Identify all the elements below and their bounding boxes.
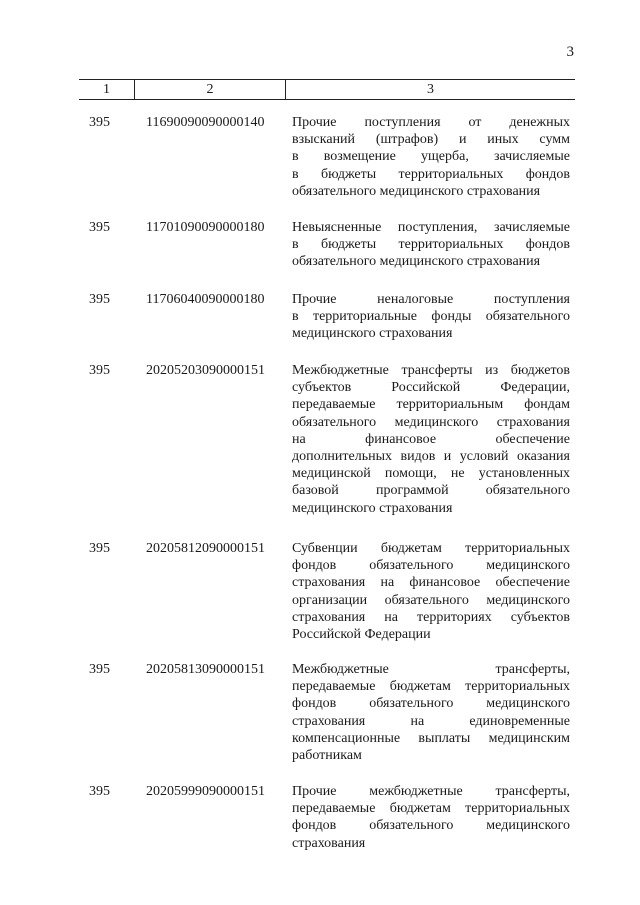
admin-code-cell: 395 [89, 541, 110, 556]
description-cell [292, 114, 570, 200]
description-cell [292, 362, 570, 517]
revenue-codes-table [79, 79, 575, 100]
description-line: обязательного медицинского страхования [292, 414, 570, 430]
description-line: Невыясненные поступления, зачисляемые [292, 220, 570, 235]
description-line: в бюджеты территориальных фондов [292, 166, 570, 182]
description-line: фондов обязательного медицинского [292, 818, 570, 834]
description-line: компенсационные выплаты медицинским [292, 730, 570, 746]
description-line: Субвенции бюджетам территориальных [292, 541, 570, 556]
header-col-1: 1 [103, 82, 110, 97]
revenue-code-cell: 11690090090000140 [146, 115, 265, 130]
description-line: передаваемые территориальным фондам [292, 397, 570, 413]
revenue-code-cell: 11701090090000180 [146, 220, 265, 235]
description-line: в бюджеты территориальных фондов [292, 237, 570, 253]
description-cell [292, 291, 570, 343]
description-line: Прочие межбюджетные трансферты, [292, 784, 570, 799]
admin-code-cell: 395 [89, 662, 110, 677]
admin-code-cell: 395 [89, 363, 110, 378]
description-line: Прочие поступления от денежных [292, 115, 570, 130]
description-line: фондов обязательного медицинского [292, 696, 570, 712]
description-line: медицинского страхования [292, 500, 453, 516]
revenue-code-cell: 20205999090000151 [146, 784, 265, 799]
admin-code-cell: 395 [89, 784, 110, 799]
description-line: фондов обязательного медицинского [292, 558, 570, 574]
description-line: дополнительных видов и условий оказания [292, 449, 570, 465]
admin-code-cell: 395 [89, 220, 110, 235]
description-cell [292, 783, 570, 852]
description-line: передаваемые бюджетам территориальных [292, 679, 570, 695]
description-line: передаваемые бюджетам территориальных [292, 801, 570, 817]
description-cell [292, 540, 570, 643]
description-line: страхования на единовременные [292, 713, 570, 729]
description-cell [292, 661, 570, 764]
description-line: Межбюджетные трансферты из бюджетов [292, 363, 570, 378]
description-line: Прочие неналоговые поступления [292, 292, 570, 307]
description-line: обязательного медицинского страхования [292, 183, 541, 199]
description-line: субъектов Российской Федерации, [292, 380, 570, 396]
revenue-code-cell: 20205813090000151 [146, 662, 265, 677]
header-col-3: 3 [285, 80, 575, 99]
description-line: в возмещение ущерба, зачисляемые [292, 149, 570, 165]
description-line: страхования [292, 835, 366, 851]
description-line: взысканий (штрафов) и иных сумм [292, 132, 570, 148]
description-cell [292, 219, 570, 271]
header-col-2: 2 [134, 80, 285, 99]
description-line: базовой программой обязательного [292, 483, 570, 499]
description-line: на финансовое обеспечение [292, 431, 570, 447]
description-line: медицинского страхования [292, 326, 453, 342]
revenue-code-cell: 11706040090000180 [146, 292, 265, 307]
revenue-code-cell: 20205812090000151 [146, 541, 265, 556]
description-line: организации обязательного медицинского [292, 592, 570, 608]
description-line: медицинской помощи, не установленных [292, 466, 570, 482]
revenue-code-cell: 20205203090000151 [146, 363, 265, 378]
admin-code-cell: 395 [89, 292, 110, 307]
admin-code-cell: 395 [89, 115, 110, 130]
description-line: обязательного медицинского страхования [292, 254, 541, 270]
description-line: Межбюджетные трансферты, [292, 662, 570, 677]
description-line: Российской Федерации [292, 627, 431, 643]
table-header [79, 79, 575, 100]
description-line: в территориальные фонды обязательного [292, 309, 570, 325]
description-line: страхования на территориях субъектов [292, 609, 570, 625]
description-line: страхования на финансовое обеспечение [292, 575, 570, 591]
description-line: работникам [292, 748, 362, 764]
page-number: 3 [566, 44, 574, 60]
